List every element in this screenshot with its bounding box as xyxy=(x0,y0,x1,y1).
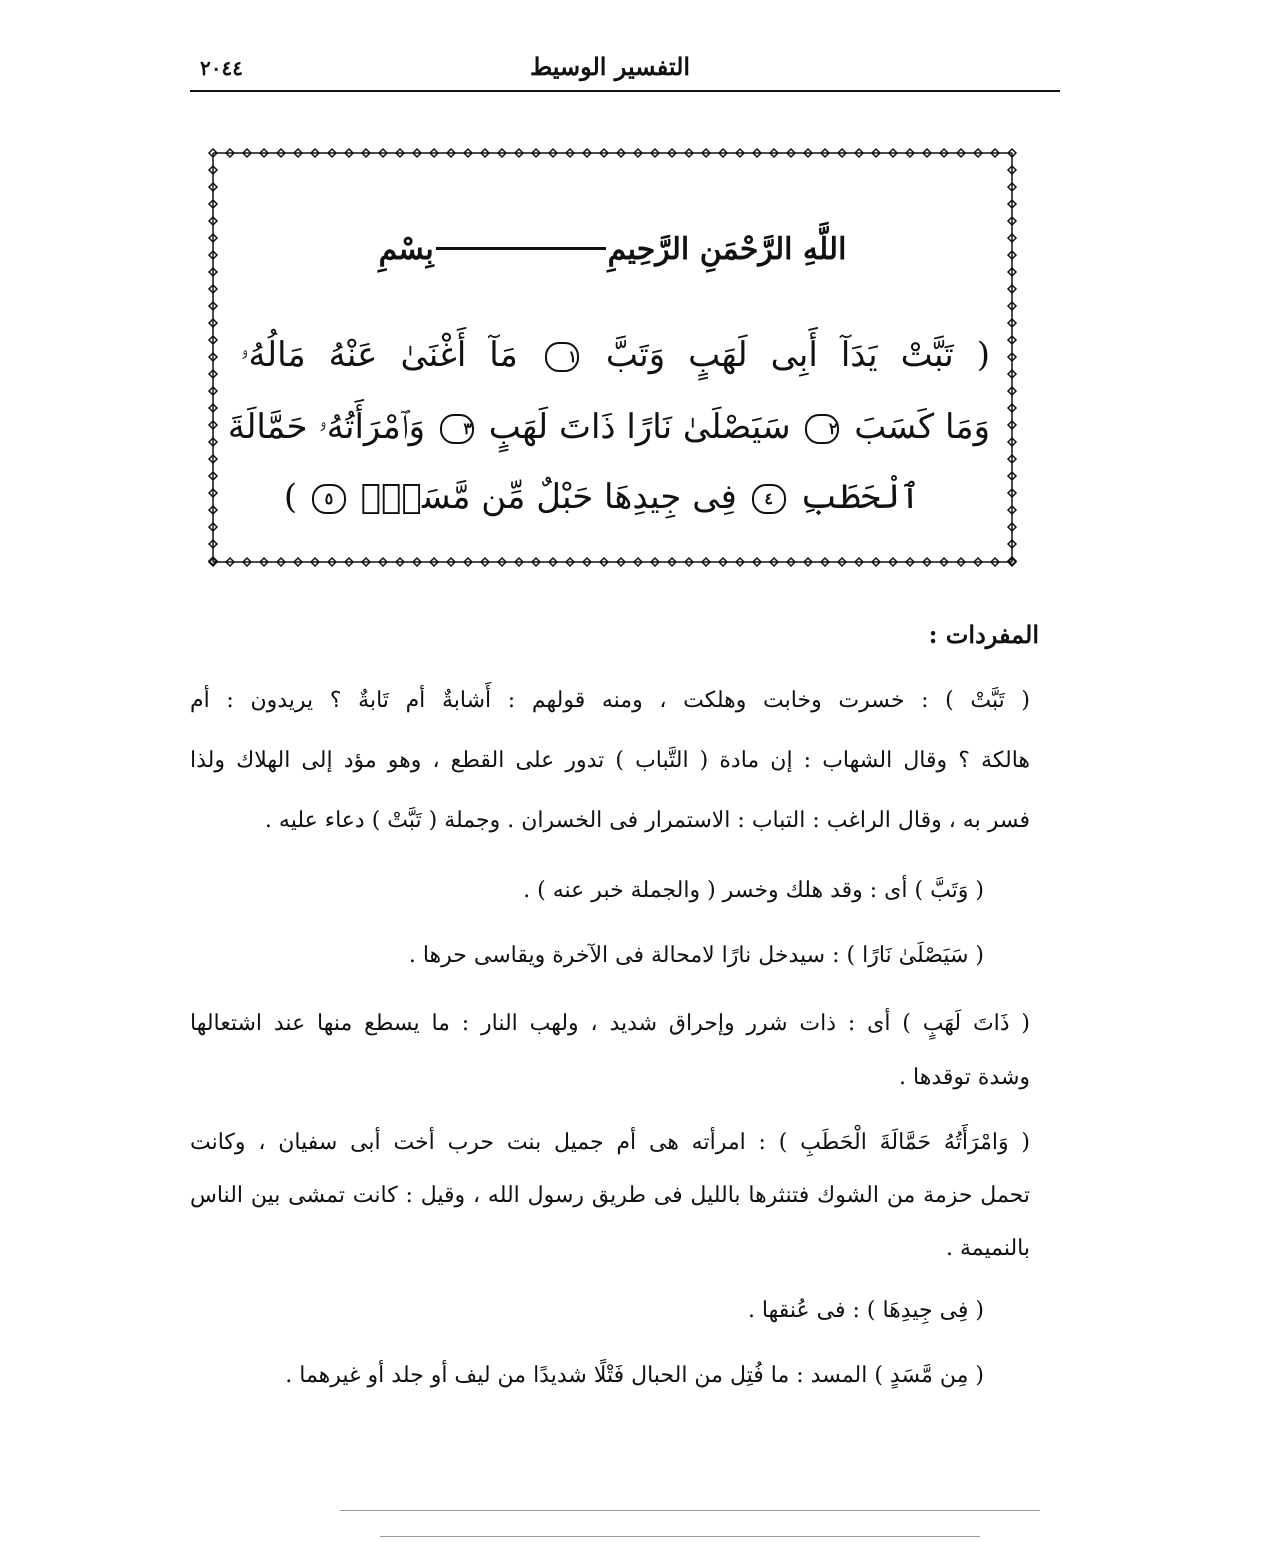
paragraph-line: ( مِن مَّسَدٍ ) المسد : ما فُتِل من الحبال فَتْلًا شديدًا من ليف أو جلد أو غيرهما . xyxy=(285,1363,984,1388)
verse-text: مَآ أَغْنَىٰ عَنْهُ مَالُهُۥ xyxy=(240,335,518,375)
paragraph-line: ( وَتَبَّ ) أى : وقد هلك وخسر ( والجملة خبر عنه ) . xyxy=(523,878,984,903)
paragraph-line: ( فِى جِيدِهَا ) : فى عُنقها . xyxy=(747,1298,984,1323)
paragraph-line: ( تَبَّتْ ) : خسرت وخابت وهلكت ، ومنه قولهم : أَشابةٌ أم تَابةٌ ؟ يريدون : أم xyxy=(190,688,1030,713)
verse-text: فِى جِيدِهَا حَبْلٌ مِّن مَّسَدٍۭ xyxy=(360,477,737,517)
verse-text: سَيَصْلَىٰ نَارًا ذَاتَ لَهَبٍ xyxy=(488,407,791,447)
verse-line-3 xyxy=(283,477,920,517)
bottom-rule xyxy=(340,1510,1040,1511)
verse-number: ٤ xyxy=(752,484,786,514)
page-header xyxy=(190,48,1030,88)
verse-line-2 xyxy=(227,407,990,447)
verse-number: ٥ xyxy=(312,484,346,514)
basmala-end: اللَّهِ الرَّحْمَنِ الرَّحِيمِ xyxy=(607,232,847,267)
verse-text: ٱلْحَطَبِ xyxy=(800,477,920,517)
paragraph-line: ( ذَاتَ لَهَبٍ ) أى : ذات شرر وإحراق شديد ، ولهب النار : ما يسطع منها عند اشتعالها xyxy=(190,1011,1030,1036)
verse-text: ( تَبَّتْ يَدَآ أَبِى لَهَبٍ وَتَبَّ xyxy=(605,335,990,375)
verse-text: وَٱمْرَأَتُهُۥ حَمَّالَةَ xyxy=(227,407,426,447)
paragraph-line: بالنميمة . xyxy=(945,1236,1030,1261)
paragraph-line: فسر به ، وقال الراغب : التباب : الاستمرار فى الخسران . وجملة ( تَبَّتْ ) دعاء عليه . xyxy=(264,808,1030,833)
page-number: ٢٠٤٤ xyxy=(200,56,243,80)
paragraph-line: ( سَيَصْلَىٰ نَارًا ) : سيدخل نارًا لامحالة فى الآخرة ويقاسى حرها . xyxy=(408,943,984,968)
verse-line-1 xyxy=(240,335,990,375)
header-rule xyxy=(190,90,1060,92)
verse-number: ٣ xyxy=(440,414,474,444)
paragraph-line: وشدة توقدها . xyxy=(899,1065,1030,1090)
book-title: التفسير الوسيط xyxy=(529,52,691,81)
verse-text: ) xyxy=(283,477,298,517)
bottom-rule xyxy=(380,1536,980,1537)
verse-text: وَمَا كَسَبَ xyxy=(854,407,990,447)
section-heading: المفردات : xyxy=(928,620,1039,649)
verse-number: ٢ xyxy=(805,414,839,444)
basmala-start: بِسْمِ xyxy=(378,232,434,267)
paragraph-line: تحمل حزمة من الشوك فتنثرها بالليل فى طريق رسول الله ، وقيل : كانت تمشى بين الناس xyxy=(190,1183,1030,1208)
verse-number: ١ xyxy=(545,342,579,372)
paragraph-line: هالكة ؟ وقال الشهاب : إن مادة ( التَّباب ) تدور على القطع ، وهو مؤد إلى الهلاك ولذا xyxy=(190,748,1030,773)
paragraph-line: ( وَامْرَأَتُهُ حَمَّالَةَ الْحَطَبِ ) : امرأته هى أم جميل بنت حرب أخت أبى سفيان ، وكانت xyxy=(190,1130,1030,1155)
basmala xyxy=(205,232,1020,267)
basmala-stretch-line xyxy=(436,247,606,250)
